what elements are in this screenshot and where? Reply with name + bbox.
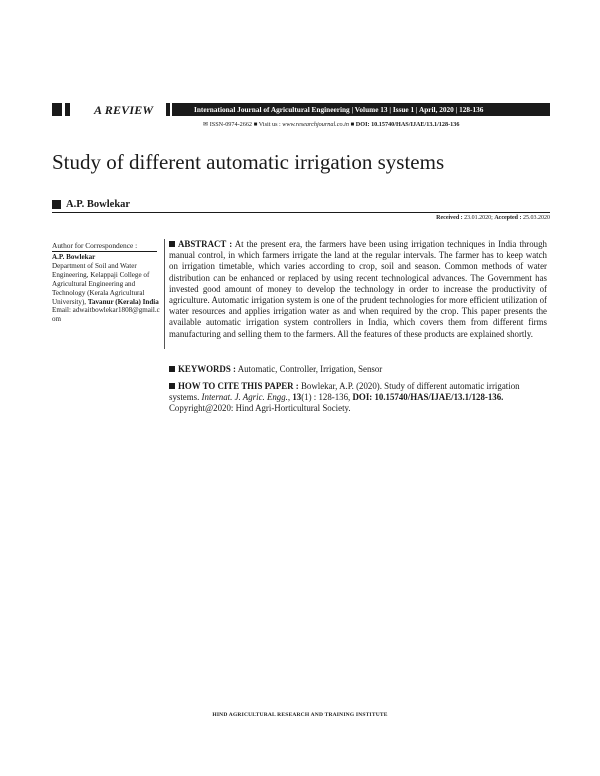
author-marker-square [52,200,61,209]
accepted-label: Accepted : [494,215,522,221]
keywords-section [169,364,547,375]
correspondence-heading: Author for Correspondence : [52,241,157,252]
author-name: A.P. Bowlekar [66,199,131,210]
column-divider [164,239,165,349]
issn: ISSN-0974-2662 [209,121,253,128]
correspondence-email[interactable]: Email: adwaitbowlekar1808@gmail.com [52,306,160,324]
correspondence-affiliation: Department of Soil and Water Engineering, Kelappaji College of Agricultural Engineering and Technology (Kerala Agricultural University), [52,261,150,306]
paper-title: Study of different automatic irrigation systems [52,150,445,174]
cite-doi: DOI: 10.15740/HAS/IJAE/13.1/128-136. [352,392,504,403]
section-bullet-icon [169,241,175,247]
received-date: 23.01.2020; [464,215,493,221]
received-accepted-dates [436,215,550,221]
website-link[interactable]: www.researchjournal.co.in [282,121,349,128]
envelope-icon: ✉ [203,121,209,128]
abstract-label: ABSTRACT : [178,239,233,249]
cite-text: Bowlekar, A.P. (2020). Study of different automatic irrigation systems. [169,381,520,403]
separator-square-icon: ■ [253,121,258,128]
keywords-label: KEYWORDS : [178,364,236,374]
divider [52,212,550,213]
copyright: Copyright@2020: Hind Agri-Horticultural Society. [169,403,351,414]
correspondence-block [52,253,160,324]
journal-meta-line [203,121,459,128]
keywords-text: Automatic, Controller, Irrigation, Sensor [237,364,383,374]
section-bullet-icon [169,366,175,372]
header-right-block [166,103,170,116]
abstract-text: At the present era, the farmers have been using irrigation techniques in India through manual control, in which farmers irrigate the land at the regular intervals. The farmer has to keep watch on irrigation timetable, which varies according to crop, soil and season. Common methods of water distribution can be enhanced or replaced by using recent technological advances. The Government has invested good amount of money to develop the technology in order to increase the productivity of agriculture. Automatic irrigation system is one of the prudent technologies for more efficient utilization of water resources and applies irrigation water as and when required by the crop. This paper presents the available automatic irrigation system controllers in India, which covers them from different firms manufacturing and selling them to the farmers. All the features of these products are explained shortly. [169,239,547,339]
separator-square-icon: ■ [350,121,355,128]
received-label: Received : [436,215,463,221]
journal-line: International Journal of Agricultural Engineering | Volume 13 | Issue 1 | April, 2020 | 128-136 [194,105,484,114]
article-type-label: A REVIEW [94,103,154,117]
accepted-date: 25.03.2020 [523,215,550,221]
cite-label: HOW TO CITE THIS PAPER : [178,381,299,391]
citation-section: HOW TO CITE THIS PAPER : Bowlekar, A.P. (2020). Study of different automatic irrigation systems. Internat. J. Agric. Engg., 13(1) : 128-136, DOI: 10.15740/HAS/IJAE/13.1/128-136. Copyright@2020: Hind Agri-Horticultural Society. [169,381,520,414]
abstract-section [169,239,547,340]
header-left-block-2 [65,103,70,116]
section-bullet-icon [169,383,175,389]
correspondence-name: A.P. Bowlekar [52,253,96,261]
publisher-footer: HIND AGRICULTURAL RESEARCH AND TRAINING INSTITUTE [212,712,388,718]
correspondence-place: Tavanur (Kerala) India [87,297,159,306]
cite-issue-pages: (1) : 128-136, [301,392,351,403]
visit-label: Visit us : [258,121,281,128]
cite-journal: Internat. J. Agric. Engg. [201,392,288,403]
header-left-block-1 [52,103,62,116]
journal-banner [172,103,550,116]
header-doi: DOI: 10.15740/HAS/IJAE/13.1/128-136 [355,121,460,128]
cite-volume: 13 [292,392,302,403]
